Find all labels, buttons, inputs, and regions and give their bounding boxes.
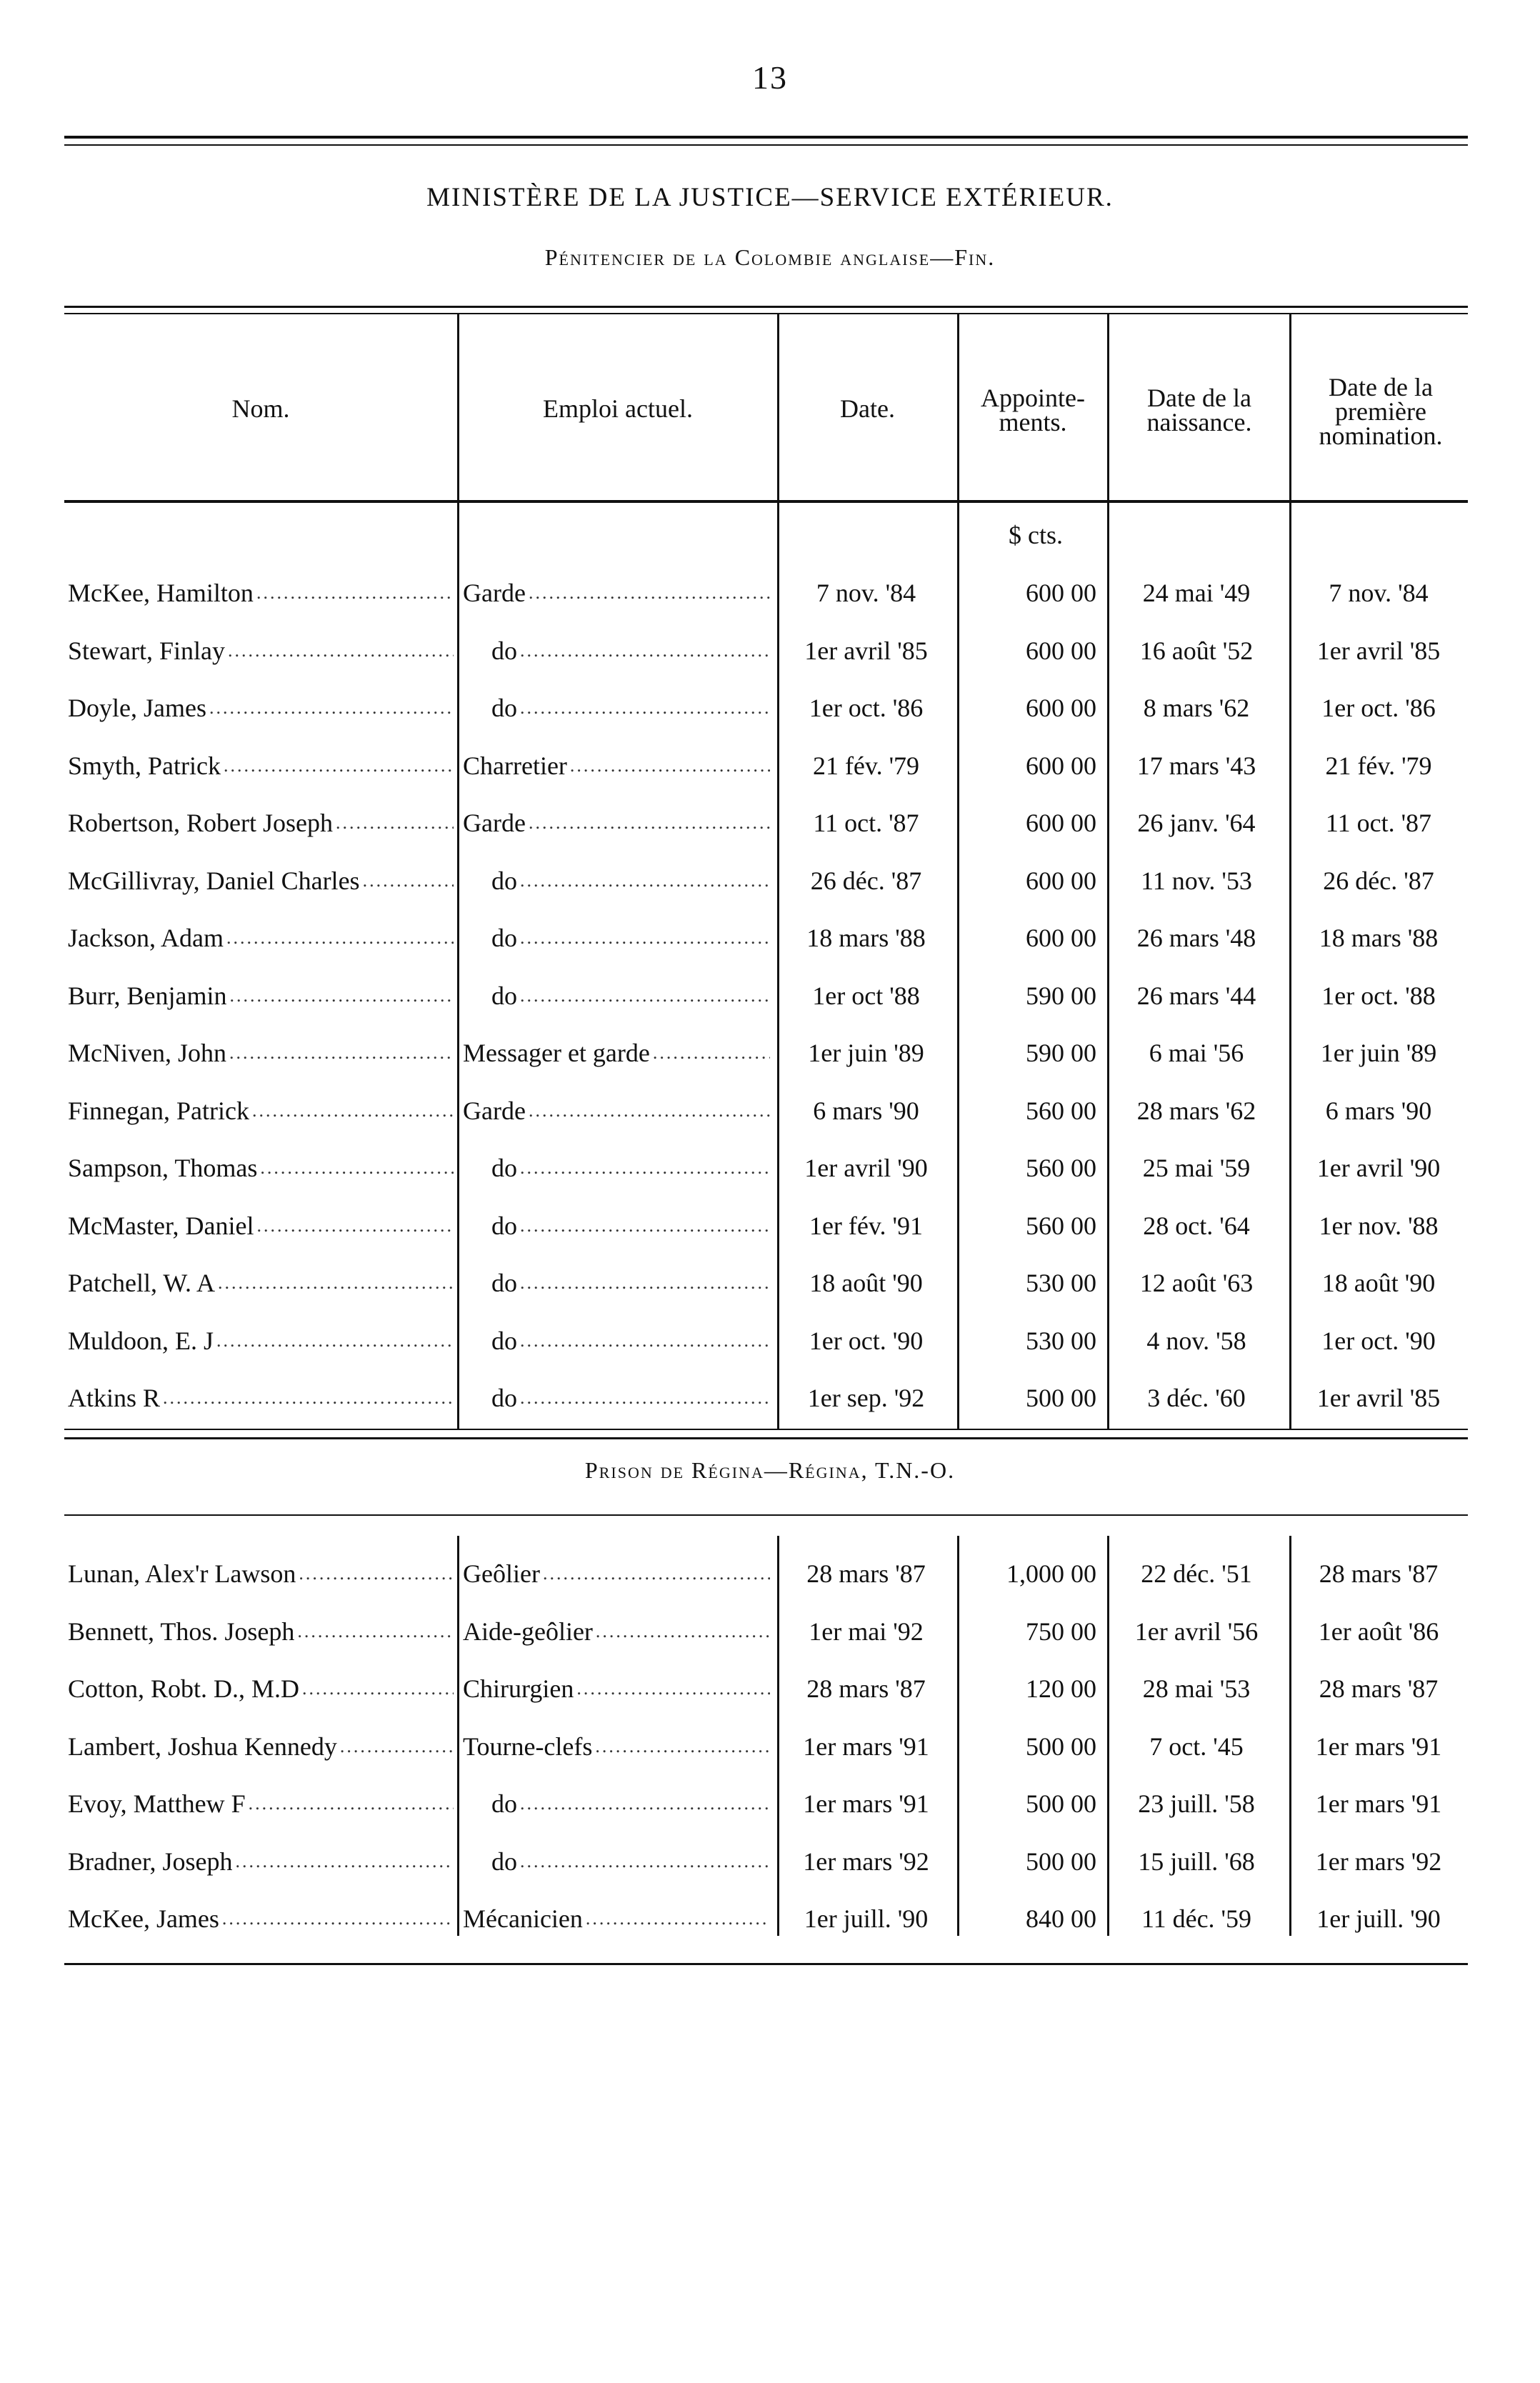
- section-rule-thick: [64, 1437, 1468, 1439]
- cell-naissance: 12 août '63: [1139, 1269, 1254, 1297]
- cell-nomination: 7 nov. '84: [1329, 579, 1429, 607]
- top-rule-thin: [64, 144, 1468, 146]
- cell-nom: Cotton, Robt. D., M.D .....: [68, 1664, 454, 1714]
- table-row: [0, 1837, 1540, 1887]
- cell-nom: McMaster, Daniel .....: [68, 1201, 454, 1251]
- cell-emploi: do .....: [463, 1143, 770, 1193]
- cell-nom: Sampson, Thomas .....: [68, 1143, 454, 1193]
- cell-emploi: Tourne-clefs .....: [463, 1722, 770, 1772]
- cell-date: 18 mars '88: [806, 924, 926, 952]
- table-row: [0, 1316, 1540, 1366]
- table-row: [0, 1028, 1540, 1078]
- cell-nom: Evoy, Matthew F .....: [68, 1779, 454, 1829]
- table-row: [0, 1607, 1540, 1657]
- cell-nom: Finnegan, Patrick .....: [68, 1086, 454, 1136]
- cell-nomination: 1er mars '92: [1315, 1847, 1442, 1876]
- header-nom: Nom.: [231, 394, 290, 423]
- table-row: [0, 1201, 1540, 1251]
- cell-nom: Lunan, Alex'r Lawson .....: [68, 1549, 454, 1599]
- cell-emploi: Aide-geôlier .....: [463, 1607, 770, 1657]
- cell-emploi: Chirurgien .....: [463, 1664, 770, 1714]
- cell-nomination: 1er mars '91: [1315, 1732, 1442, 1761]
- cell-naissance: 11 déc. '59: [1141, 1904, 1252, 1933]
- cell-nomination: 1er oct. '86: [1321, 694, 1436, 722]
- cell-appointements: 600 00: [1026, 809, 1096, 837]
- cell-appointements: 600 00: [1026, 579, 1096, 607]
- cell-nomination: 1er août '86: [1318, 1617, 1439, 1646]
- cell-nomination: 1er oct. '90: [1321, 1326, 1436, 1355]
- cell-nom: McKee, James .....: [68, 1894, 454, 1944]
- cell-nomination: 1er avril '90: [1316, 1154, 1441, 1182]
- cell-nomination: 1er avril '85: [1316, 1384, 1441, 1412]
- cell-appointements: 530 00: [1026, 1326, 1096, 1355]
- table-row: [0, 683, 1540, 733]
- cell-emploi: Garde .....: [463, 798, 770, 848]
- cell-date: 21 fév. '79: [812, 751, 920, 780]
- cell-nomination: 11 oct. '87: [1325, 809, 1432, 837]
- cell-date: 1er juill. '90: [804, 1904, 929, 1933]
- table-row: [0, 971, 1540, 1021]
- cell-emploi: do .....: [463, 1373, 770, 1423]
- cell-date: 1er oct. '90: [809, 1326, 924, 1355]
- cell-nomination: 1er mars '91: [1315, 1789, 1442, 1818]
- header-emploi: Emploi actuel.: [543, 394, 693, 423]
- page-number: 13: [752, 59, 788, 96]
- cell-date: 1er sep. '92: [807, 1384, 925, 1412]
- cell-nomination: 1er oct. '88: [1321, 981, 1436, 1010]
- cell-naissance: 17 mars '43: [1136, 751, 1256, 780]
- cell-naissance: 26 mars '44: [1136, 981, 1256, 1010]
- cell-appointements: 840 00: [1026, 1904, 1096, 1933]
- table-row: [0, 626, 1540, 676]
- header-naissance: Date de la naissance.: [1146, 384, 1252, 436]
- table-row: [0, 1894, 1540, 1944]
- cell-naissance: 24 mai '49: [1142, 579, 1251, 607]
- cell-emploi: do .....: [463, 1201, 770, 1251]
- cell-date: 1er mars '91: [803, 1789, 929, 1818]
- cell-appointements: 500 00: [1026, 1789, 1096, 1818]
- cell-date: 1er fév. '91: [809, 1211, 924, 1240]
- cell-date: 1er oct. '86: [809, 694, 924, 722]
- table-row: [0, 1664, 1540, 1714]
- cell-date: 7 nov. '84: [816, 579, 916, 607]
- cell-nomination: 21 fév. '79: [1325, 751, 1432, 780]
- cell-nom: Jackson, Adam .....: [68, 913, 454, 963]
- cell-naissance: 15 juill. '68: [1138, 1847, 1255, 1876]
- cell-emploi: do .....: [463, 1258, 770, 1308]
- cell-nomination: 28 mars '87: [1319, 1559, 1439, 1588]
- cell-date: 1er juin '89: [808, 1039, 924, 1067]
- page-title: MINISTÈRE DE LA JUSTICE—SERVICE EXTÉRIEUR.: [426, 183, 1114, 212]
- section-rule: [64, 1429, 1468, 1430]
- cell-nom: Atkins R .....: [68, 1373, 454, 1423]
- cell-naissance: 7 oct. '45: [1149, 1732, 1244, 1761]
- cell-naissance: 28 oct. '64: [1143, 1211, 1250, 1240]
- cell-date: 1er oct '88: [812, 981, 920, 1010]
- cell-nom: Muldoon, E. J .....: [68, 1316, 454, 1366]
- cell-appointements: 600 00: [1026, 636, 1096, 665]
- cell-appointements: 600 00: [1026, 924, 1096, 952]
- table-top-rule-thin: [64, 313, 1468, 314]
- cell-naissance: 22 déc. '51: [1141, 1559, 1252, 1588]
- table-row: [0, 1258, 1540, 1308]
- cell-nomination: 1er avril '85: [1316, 636, 1441, 665]
- cell-naissance: 4 nov. '58: [1146, 1326, 1246, 1355]
- cell-naissance: 26 janv. '64: [1137, 809, 1256, 837]
- header-appointements: Appointe-ments.: [981, 384, 1085, 436]
- cell-nom: Smyth, Patrick .....: [68, 741, 454, 791]
- table-row: [0, 856, 1540, 906]
- cell-appointements: 120 00: [1026, 1674, 1096, 1703]
- cell-nomination: 28 mars '87: [1319, 1674, 1439, 1703]
- cell-nomination: 18 mars '88: [1319, 924, 1439, 952]
- cell-appointements: 500 00: [1026, 1847, 1096, 1876]
- cell-appointements: 1,000 00: [1006, 1559, 1096, 1588]
- cell-date: 28 mars '87: [806, 1559, 926, 1588]
- cell-naissance: 28 mars '62: [1136, 1096, 1256, 1125]
- table-row: [0, 1779, 1540, 1829]
- cell-nom: Lambert, Joshua Kennedy .....: [68, 1722, 454, 1772]
- cell-nomination: 6 mars '90: [1325, 1096, 1432, 1125]
- cell-appointements: 560 00: [1026, 1096, 1096, 1125]
- cell-nomination: 18 août '90: [1321, 1269, 1436, 1297]
- cell-date: 1er mars '91: [803, 1732, 929, 1761]
- cell-nom: Burr, Benjamin .....: [68, 971, 454, 1021]
- cell-emploi: do .....: [463, 856, 770, 906]
- cell-emploi: do .....: [463, 683, 770, 733]
- cell-emploi: do .....: [463, 1837, 770, 1887]
- cell-emploi: Geôlier .....: [463, 1549, 770, 1599]
- units-label: $ cts.: [1009, 521, 1063, 549]
- cell-nom: McNiven, John .....: [68, 1028, 454, 1078]
- section-title: Prison de Régina—Régina, T.N.-O.: [584, 1457, 956, 1483]
- table-row: [0, 568, 1540, 618]
- section2-top-rule: [64, 1514, 1468, 1516]
- table-row: [0, 1722, 1540, 1772]
- cell-emploi: do .....: [463, 971, 770, 1021]
- cell-date: 18 août '90: [809, 1269, 923, 1297]
- cell-naissance: 3 déc. '60: [1147, 1384, 1246, 1412]
- table-row: [0, 1549, 1540, 1599]
- table-top-rule: [64, 306, 1468, 308]
- cell-nom: Bradner, Joseph .....: [68, 1837, 454, 1887]
- header-nomination: Date de la première nomination.: [1319, 373, 1443, 450]
- cell-emploi: Garde .....: [463, 568, 770, 618]
- cell-date: 1er mai '92: [809, 1617, 924, 1646]
- table-row: [0, 741, 1540, 791]
- cell-nom: Patchell, W. A .....: [68, 1258, 454, 1308]
- cell-naissance: 23 juill. '58: [1138, 1789, 1255, 1818]
- header-rule: [64, 500, 1468, 503]
- table-row: [0, 1143, 1540, 1193]
- cell-emploi: do .....: [463, 913, 770, 963]
- cell-naissance: 25 mai '59: [1142, 1154, 1251, 1182]
- cell-naissance: 6 mai '56: [1149, 1039, 1244, 1067]
- cell-appointements: 600 00: [1026, 751, 1096, 780]
- bottom-rule: [64, 1963, 1468, 1965]
- cell-appointements: 560 00: [1026, 1154, 1096, 1182]
- cell-appointements: 560 00: [1026, 1211, 1096, 1240]
- cell-nom: McKee, Hamilton .....: [68, 568, 454, 618]
- cell-appointements: 530 00: [1026, 1269, 1096, 1297]
- cell-date: 1er mars '92: [803, 1847, 929, 1876]
- table-row: [0, 798, 1540, 848]
- table-row: [0, 1086, 1540, 1136]
- cell-date: 6 mars '90: [813, 1096, 919, 1125]
- cell-nomination: 1er juill. '90: [1316, 1904, 1441, 1933]
- cell-emploi: Garde .....: [463, 1086, 770, 1136]
- cell-emploi: Messager et garde .....: [463, 1028, 770, 1078]
- cell-naissance: 16 août '52: [1139, 636, 1254, 665]
- cell-date: 1er avril '90: [804, 1154, 928, 1182]
- cell-naissance: 28 mai '53: [1142, 1674, 1251, 1703]
- cell-appointements: 590 00: [1026, 1039, 1096, 1067]
- cell-nomination: 26 déc. '87: [1323, 866, 1434, 895]
- cell-naissance: 8 mars '62: [1143, 694, 1250, 722]
- cell-nomination: 1er nov. '88: [1319, 1211, 1439, 1240]
- cell-nom: Bennett, Thos. Joseph .....: [68, 1607, 454, 1657]
- cell-nom: Stewart, Finlay .....: [68, 626, 454, 676]
- cell-appointements: 500 00: [1026, 1732, 1096, 1761]
- header-date: Date.: [840, 394, 895, 423]
- cell-naissance: 26 mars '48: [1136, 924, 1256, 952]
- cell-emploi: Mécanicien .....: [463, 1894, 770, 1944]
- cell-emploi: do .....: [463, 1316, 770, 1366]
- cell-date: 26 déc. '87: [810, 866, 922, 895]
- cell-emploi: do .....: [463, 1779, 770, 1829]
- cell-nom: McGillivray, Daniel Charles .....: [68, 856, 454, 906]
- cell-date: 1er avril '85: [804, 636, 928, 665]
- cell-appointements: 600 00: [1026, 866, 1096, 895]
- cell-appointements: 600 00: [1026, 694, 1096, 722]
- cell-appointements: 750 00: [1026, 1617, 1096, 1646]
- cell-naissance: 1er avril '56: [1134, 1617, 1259, 1646]
- cell-nom: Doyle, James .....: [68, 683, 454, 733]
- table-row: [0, 1373, 1540, 1423]
- table-row: [0, 913, 1540, 963]
- page-subtitle: Pénitencier de la Colombie anglaise—Fin.: [544, 244, 996, 270]
- cell-naissance: 11 nov. '53: [1141, 866, 1252, 895]
- cell-date: 11 oct. '87: [813, 809, 919, 837]
- cell-emploi: do .....: [463, 626, 770, 676]
- cell-appointements: 590 00: [1026, 981, 1096, 1010]
- cell-emploi: Charretier .....: [463, 741, 770, 791]
- cell-date: 28 mars '87: [806, 1674, 926, 1703]
- cell-nomination: 1er juin '89: [1320, 1039, 1437, 1067]
- cell-appointements: 500 00: [1026, 1384, 1096, 1412]
- top-rule: [64, 136, 1468, 139]
- cell-nom: Robertson, Robert Joseph .....: [68, 798, 454, 848]
